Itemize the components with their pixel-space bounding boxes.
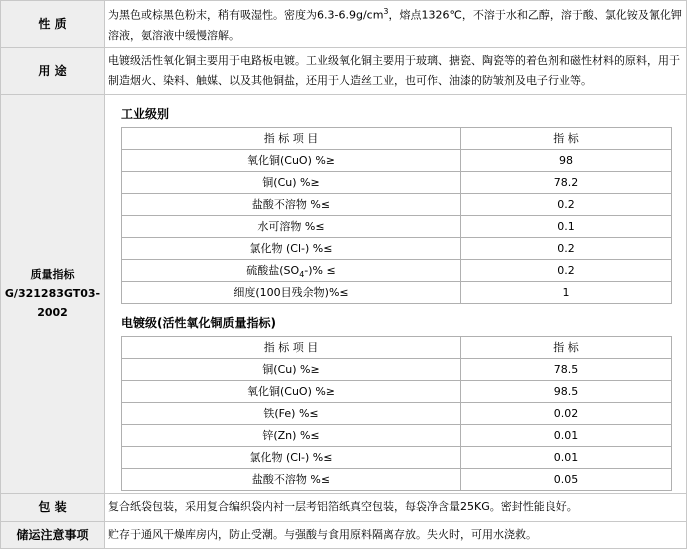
header-item: 指 标 项 目 <box>122 336 461 358</box>
header-value: 指 标 <box>461 336 672 358</box>
table-row <box>122 237 672 259</box>
properties-label: 性 质 <box>1 1 105 48</box>
table-row <box>122 281 672 303</box>
storage-text: 贮存于通风干燥库房内，防止受潮。与强酸与食用原料隔离存放。失火时，可用水浇救。 <box>105 521 687 548</box>
industrial-grade-table <box>121 127 672 304</box>
table-row <box>122 171 672 193</box>
properties-text <box>105 1 687 48</box>
industrial-grade-title: 工业级别 <box>121 106 170 121</box>
table-row <box>122 215 672 237</box>
row-value: 0.02 <box>461 402 672 424</box>
row-value: 0.2 <box>461 259 672 281</box>
row-item: 氯化物 (Cl-) %≤ <box>122 237 461 259</box>
uses-row <box>1 47 687 94</box>
quality-content <box>105 94 687 493</box>
row-item: 铁(Fe) %≤ <box>122 402 461 424</box>
row-value: 0.2 <box>461 193 672 215</box>
row-item: 铜(Cu) %≥ <box>122 171 461 193</box>
uses-label: 用 途 <box>1 47 105 94</box>
quality-label <box>1 94 105 493</box>
table-row <box>122 402 672 424</box>
header-item: 指 标 项 目 <box>122 127 461 149</box>
table-row <box>122 193 672 215</box>
header-value: 指 标 <box>461 127 672 149</box>
quality-label-standard: G/321283GT03- <box>4 287 101 301</box>
row-item: 锌(Zn) %≤ <box>122 424 461 446</box>
row-value: 98 <box>461 149 672 171</box>
properties-text-part1: 为黑色或棕黑色粉末，稍有吸湿性。密度为6.3-6.9g/cm <box>108 8 384 22</box>
table-row <box>122 446 672 468</box>
quality-label-year: 2002 <box>37 306 68 320</box>
row-item: 氯化物 (Cl-) %≤ <box>122 446 461 468</box>
properties-superscript: 3 <box>383 7 389 16</box>
row-item: 水可溶物 %≤ <box>122 215 461 237</box>
row-item: 细度(100目残余物)%≤ <box>122 281 461 303</box>
row-value: 0.01 <box>461 446 672 468</box>
row-value: 0.1 <box>461 215 672 237</box>
quality-row <box>1 94 687 493</box>
row-item-part1: 硫酸盐(SO <box>246 263 300 277</box>
row-value: 1 <box>461 281 672 303</box>
electroplating-grade-table <box>121 336 672 491</box>
table-row <box>122 358 672 380</box>
table-header-row <box>122 127 672 149</box>
row-item: 铜(Cu) %≥ <box>122 358 461 380</box>
row-value: 0.2 <box>461 237 672 259</box>
row-item: 盐酸不溶物 %≤ <box>122 468 461 490</box>
electroplating-grade-title: 电镀级(活性氧化铜质量指标) <box>121 315 276 330</box>
properties-text-part2: ，熔点1326℃，不溶于水和乙醇，溶于酸、氯化铵及氰化钾溶液，氨溶液中缓慢溶解。 <box>108 8 682 42</box>
row-item: 氧化铜(CuO) %≥ <box>122 149 461 171</box>
row-value: 78.2 <box>461 171 672 193</box>
storage-label: 储运注意事项 <box>1 521 105 548</box>
row-item: 盐酸不溶物 %≤ <box>122 193 461 215</box>
table-row <box>122 424 672 446</box>
quality-label-title: 质量指标 <box>30 268 75 282</box>
row-item-part2: -)% ≤ <box>304 263 336 277</box>
uses-text: 电镀级活性氧化铜主要用于电路板电镀。工业级氧化铜主要用于玻璃、搪瓷、陶瓷等的着色剂和磁性材料的原料，用于制造烟火、染料、触媒、以及其他铜盐，还用于人造丝工业，也可作、油漆的防皱剂及电子行业等。 <box>105 47 687 94</box>
table-row <box>122 149 672 171</box>
row-value: 0.05 <box>461 468 672 490</box>
packaging-label: 包 装 <box>1 493 105 521</box>
table-row <box>122 468 672 490</box>
row-item <box>122 259 461 281</box>
row-item: 氧化铜(CuO) %≥ <box>122 380 461 402</box>
row-value: 0.01 <box>461 424 672 446</box>
table-row <box>122 259 672 281</box>
table-header-row <box>122 336 672 358</box>
table-row <box>122 380 672 402</box>
row-value: 98.5 <box>461 380 672 402</box>
packaging-row <box>1 493 687 521</box>
row-value: 78.5 <box>461 358 672 380</box>
storage-row <box>1 521 687 548</box>
properties-row <box>1 1 687 48</box>
packaging-text: 复合纸袋包装，采用复合编织袋内衬一层考铝箔纸真空包装，每袋净含量25KG。密封性能良好。 <box>105 493 687 521</box>
row-item-subscript: 4 <box>299 269 305 279</box>
